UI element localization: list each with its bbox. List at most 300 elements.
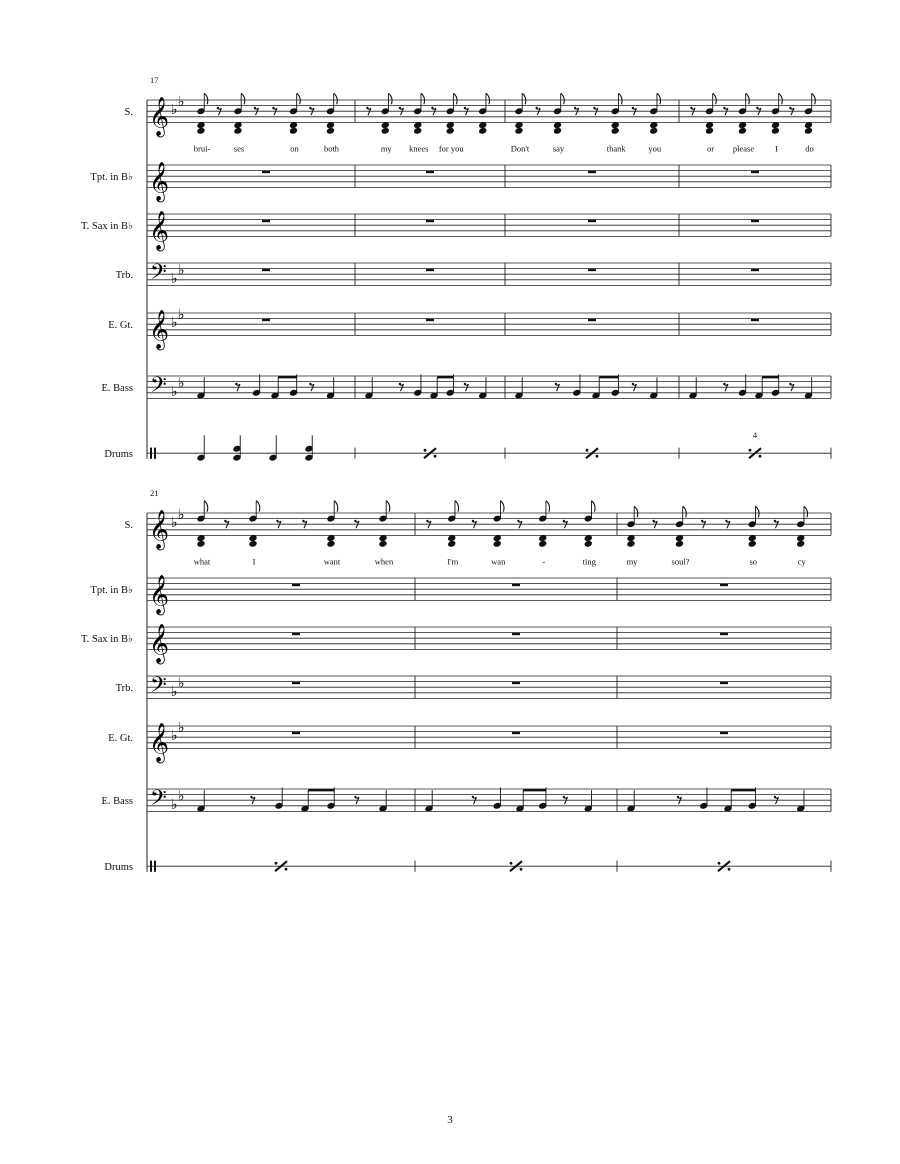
lyric-syllable: want	[323, 556, 341, 567]
note-head	[448, 540, 456, 547]
treble-clef: 𝄞	[149, 623, 170, 664]
instrument-label: T. Sax in B♭	[80, 634, 133, 646]
lyric-syllable: you	[648, 143, 662, 154]
note-head	[327, 540, 335, 547]
eighth-rest	[427, 521, 431, 528]
note-flag	[486, 93, 490, 104]
bass-clef: 𝄢	[150, 785, 167, 816]
instrument-label: E. Gt.	[108, 733, 133, 745]
whole-rest	[262, 269, 270, 272]
lyric-syllable: my	[380, 143, 392, 154]
lyric-syllable: I	[775, 143, 778, 154]
staff-ebass	[102, 786, 832, 816]
treble-clef: 𝄞	[149, 509, 170, 550]
note-flag	[546, 501, 550, 512]
note-head	[381, 122, 389, 129]
whole-rest	[512, 584, 520, 587]
eighth-rest	[757, 108, 761, 115]
note-head	[738, 127, 746, 134]
percussion-clef	[150, 861, 152, 872]
lyric-syllable: both	[323, 143, 340, 154]
flat-sign: ♭	[171, 270, 178, 287]
instrument-label: E. Bass	[101, 796, 133, 808]
whole-rest	[751, 269, 759, 272]
note-head	[327, 535, 335, 542]
note-head	[650, 122, 658, 129]
note-flag	[591, 501, 595, 512]
note-flag	[746, 93, 750, 104]
note-flag	[779, 93, 783, 104]
note-head	[515, 127, 523, 134]
instrument-label: Drums	[104, 449, 133, 461]
lyric-syllable: when	[374, 556, 394, 567]
whole-rest	[292, 633, 300, 636]
flat-sign: ♭	[171, 683, 178, 700]
eighth-rest	[218, 108, 222, 115]
eighth-rest	[367, 108, 371, 115]
whole-rest	[262, 319, 270, 322]
note-flag	[256, 501, 260, 512]
note-head	[197, 540, 205, 547]
note-flag	[334, 93, 338, 104]
note-head	[249, 540, 257, 547]
note-flag	[241, 93, 245, 104]
eighth-rest-dot	[789, 107, 791, 109]
lyric-syllable: for you	[438, 143, 464, 154]
measure-repeat-dot	[285, 868, 288, 871]
eighth-rest-dot	[272, 107, 274, 109]
note-flag	[421, 93, 425, 104]
note-head	[289, 122, 297, 129]
treble-clef: 𝄞	[149, 722, 170, 763]
eighth-rest-dot	[774, 796, 776, 798]
flat-sign: ♭	[178, 506, 185, 523]
eighth-rest-dot	[426, 520, 428, 522]
treble-clef: 𝄞	[149, 96, 170, 137]
note-flag	[804, 506, 808, 517]
eighth-rest	[775, 521, 779, 528]
measure-repeat-dot	[728, 868, 731, 871]
staff-lines	[147, 214, 831, 236]
lyric-syllable: soul?	[671, 556, 690, 567]
whole-rest	[588, 171, 596, 174]
eighth-rest	[633, 108, 637, 115]
note-head	[197, 127, 205, 134]
instrument-label: Drums	[104, 862, 133, 874]
eighth-rest	[575, 108, 579, 115]
measure-repeat-dot	[749, 449, 752, 452]
measure-repeat-dot	[520, 868, 523, 871]
measure-repeat-dot	[424, 449, 427, 452]
note-head	[804, 122, 812, 129]
note-flag	[657, 93, 661, 104]
eighth-rest	[691, 108, 695, 115]
note-head	[738, 122, 746, 129]
whole-rest	[720, 633, 728, 636]
staff-egt	[108, 307, 831, 351]
eighth-rest-dot	[464, 107, 466, 109]
instrument-label: E. Gt.	[108, 320, 133, 332]
eighth-rest	[724, 384, 728, 391]
system-1	[81, 75, 831, 461]
flat-sign: ♭	[178, 375, 185, 392]
lyric-syllable: say	[552, 143, 565, 154]
eighth-rest	[724, 108, 728, 115]
lyric-syllable: cy	[797, 556, 806, 567]
eighth-rest-dot	[517, 520, 519, 522]
staff-lines	[147, 578, 831, 600]
staff-tptinb	[90, 161, 831, 202]
whole-rest	[426, 269, 434, 272]
eighth-rest	[790, 108, 794, 115]
flat-sign: ♭	[171, 315, 178, 332]
eighth-rest-dot	[563, 796, 565, 798]
note-head	[414, 122, 422, 129]
whole-rest	[720, 682, 728, 685]
eighth-rest-dot	[774, 520, 776, 522]
eighth-rest	[594, 108, 598, 115]
note-head	[326, 127, 334, 134]
flat-sign: ♭	[171, 728, 178, 745]
eighth-rest	[303, 521, 307, 528]
note-flag	[388, 93, 392, 104]
measure-number: 21	[150, 488, 159, 498]
whole-rest	[292, 732, 300, 735]
eighth-rest-dot	[632, 383, 634, 385]
note-head	[197, 535, 205, 542]
note-head	[249, 535, 257, 542]
eighth-rest	[653, 521, 657, 528]
eighth-rest	[255, 108, 259, 115]
whole-rest	[751, 171, 759, 174]
note-head	[197, 122, 205, 129]
whole-rest	[751, 319, 759, 322]
lyric-syllable: thank	[606, 143, 626, 154]
note-flag	[453, 93, 457, 104]
lyric-syllable: do	[805, 143, 814, 154]
eighth-rest	[465, 384, 469, 391]
measure-repeat-dot	[718, 862, 721, 865]
staff-s	[125, 501, 831, 567]
note-flag	[500, 501, 504, 512]
staff-tsaxinb	[81, 623, 831, 664]
staff-lines	[147, 313, 831, 335]
eighth-rest-dot	[756, 107, 758, 109]
note-head	[326, 122, 334, 129]
instrument-label: S.	[124, 520, 133, 532]
measure-repeat-dot	[434, 455, 437, 458]
staff-lines	[147, 726, 831, 748]
note-flag	[561, 93, 565, 104]
eighth-rest	[790, 384, 794, 391]
lyric-syllable: or	[706, 143, 715, 154]
lyric-syllable: I'm	[447, 556, 459, 567]
eighth-rest	[465, 108, 469, 115]
eighth-rest-dot	[563, 520, 565, 522]
lyric-syllable: ting	[582, 556, 596, 567]
staff-s	[125, 93, 831, 153]
flat-sign: ♭	[178, 306, 185, 323]
instrument-label: Tpt. in B♭	[90, 172, 133, 184]
eighth-rest-dot	[652, 520, 654, 522]
eighth-rest	[726, 521, 730, 528]
staff-lines	[147, 627, 831, 649]
whole-rest	[588, 220, 596, 223]
eighth-rest-dot	[276, 520, 278, 522]
staff-lines	[147, 676, 831, 698]
note-head	[479, 122, 487, 129]
note-flag	[455, 501, 459, 512]
instrument-label: S.	[124, 107, 133, 119]
treble-clef: 𝄞	[149, 161, 170, 202]
eighth-rest	[236, 384, 240, 391]
eighth-rest-dot	[632, 107, 634, 109]
note-head	[414, 127, 422, 134]
note-head	[234, 127, 242, 134]
eighth-rest	[775, 797, 779, 804]
lyric-syllable: -	[542, 556, 546, 567]
note-head	[675, 540, 683, 547]
whole-rest	[292, 584, 300, 587]
note-head	[493, 535, 501, 542]
eighth-rest	[310, 108, 314, 115]
whole-rest	[720, 732, 728, 735]
eighth-rest-dot	[309, 107, 311, 109]
repeat-count: 4	[752, 430, 758, 440]
staff-tsaxinb	[81, 210, 831, 251]
eighth-rest-dot	[701, 520, 703, 522]
note-flag	[634, 506, 638, 517]
lyric-syllable: wan	[491, 556, 506, 567]
flat-sign: ♭	[178, 719, 185, 736]
staff-ebass	[102, 373, 832, 403]
eighth-rest-dot	[354, 796, 356, 798]
instrument-label: E. Bass	[101, 383, 133, 395]
lyric-syllable: knees	[409, 143, 429, 154]
whole-rest	[588, 269, 596, 272]
instrument-label: T. Sax in B♭	[80, 221, 133, 233]
whole-rest	[588, 319, 596, 322]
flat-sign: ♭	[171, 515, 178, 532]
whole-rest	[512, 732, 520, 735]
eighth-rest	[310, 384, 314, 391]
eighth-rest-dot	[472, 520, 474, 522]
whole-rest	[262, 171, 270, 174]
note-head	[515, 122, 523, 129]
note-head	[627, 540, 635, 547]
note-head	[539, 540, 547, 547]
system-2	[81, 488, 831, 873]
measure-repeat-dot	[586, 449, 589, 452]
eighth-rest-dot	[677, 796, 679, 798]
note-head	[650, 127, 658, 134]
note-head	[234, 122, 242, 129]
eighth-rest	[400, 384, 404, 391]
flat-sign: ♭	[178, 93, 185, 110]
eighth-rest	[355, 521, 359, 528]
eighth-rest	[473, 797, 477, 804]
eighth-rest	[400, 108, 404, 115]
eighth-rest-dot	[535, 107, 537, 109]
eighth-rest-dot	[789, 383, 791, 385]
note-head	[797, 535, 805, 542]
lyric-syllable: I	[252, 556, 256, 567]
percussion-clef	[154, 861, 156, 872]
staff-lines	[147, 165, 831, 187]
lyric-syllable: brui-	[193, 143, 211, 154]
eighth-rest-dot	[399, 383, 401, 385]
eighth-rest-dot	[224, 520, 226, 522]
whole-rest	[426, 319, 434, 322]
note-head	[553, 127, 561, 134]
page-number: 3	[447, 1114, 453, 1126]
note-head	[539, 535, 547, 542]
staff-drums	[104, 861, 831, 874]
eighth-rest-dot	[725, 520, 727, 522]
flat-sign: ♭	[178, 262, 185, 279]
eighth-rest	[556, 384, 560, 391]
eighth-rest-dot	[309, 383, 311, 385]
staff-egt	[108, 720, 831, 764]
flat-sign: ♭	[171, 383, 178, 400]
lyric-syllable: on	[290, 143, 299, 154]
eighth-rest-dot	[217, 107, 219, 109]
note-head	[748, 535, 756, 542]
note-head	[379, 535, 387, 542]
note-head	[446, 127, 454, 134]
lyric-syllable: so	[749, 556, 758, 567]
staff-lines	[147, 263, 831, 285]
eighth-rest-dot	[250, 796, 252, 798]
note-head	[381, 127, 389, 134]
eighth-rest-dot	[472, 796, 474, 798]
note-head	[553, 122, 561, 129]
lyric-syllable: my	[626, 556, 638, 567]
eighth-rest-dot	[302, 520, 304, 522]
eighth-rest	[355, 797, 359, 804]
eighth-rest-dot	[254, 107, 256, 109]
measure-repeat-dot	[510, 862, 513, 865]
note-head	[804, 127, 812, 134]
note-head	[448, 535, 456, 542]
whole-rest	[751, 220, 759, 223]
staff-trb	[116, 673, 831, 703]
note-head	[493, 540, 501, 547]
note-head	[675, 535, 683, 542]
eighth-rest	[678, 797, 682, 804]
note-head	[289, 127, 297, 134]
flat-sign: ♭	[171, 796, 178, 813]
eighth-rest-dot	[431, 107, 433, 109]
bass-clef: 𝄢	[150, 372, 167, 403]
note-head	[611, 122, 619, 129]
note-head	[379, 540, 387, 547]
eighth-rest	[564, 797, 568, 804]
instrument-label: Trb.	[115, 270, 133, 282]
eighth-rest	[564, 521, 568, 528]
staff-lines	[147, 376, 831, 398]
note-head	[479, 127, 487, 134]
measure-repeat-dot	[759, 455, 762, 458]
lyric-syllable: please	[732, 143, 755, 154]
note-flag	[297, 93, 301, 104]
note-flag	[204, 93, 208, 104]
eighth-rest	[273, 108, 277, 115]
treble-clef: 𝄞	[149, 574, 170, 615]
eighth-rest-dot	[399, 107, 401, 109]
measure-repeat-dot	[275, 862, 278, 865]
eighth-rest	[473, 521, 477, 528]
eighth-rest-dot	[366, 107, 368, 109]
eighth-rest-dot	[574, 107, 576, 109]
instrument-label: Tpt. in B♭	[90, 585, 133, 597]
eighth-rest-dot	[235, 383, 237, 385]
whole-rest	[426, 171, 434, 174]
lyric-syllable: Don't	[510, 143, 530, 154]
treble-clef: 𝄞	[149, 210, 170, 251]
note-head	[705, 122, 713, 129]
eighth-rest-dot	[464, 383, 466, 385]
eighth-rest	[251, 797, 255, 804]
note-head	[446, 122, 454, 129]
note-head	[771, 127, 779, 134]
staff-drums	[104, 430, 831, 461]
whole-rest	[720, 584, 728, 587]
note-flag	[522, 93, 526, 104]
eighth-rest	[277, 521, 281, 528]
note-flag	[812, 93, 816, 104]
staff-trb	[116, 260, 831, 290]
note-flag	[713, 93, 717, 104]
whole-rest	[512, 682, 520, 685]
percussion-clef	[154, 448, 156, 459]
bass-clef: 𝄢	[150, 259, 167, 290]
eighth-rest-dot	[593, 107, 595, 109]
note-head	[584, 535, 592, 542]
flat-sign: ♭	[178, 675, 185, 692]
eighth-rest	[702, 521, 706, 528]
note-flag	[386, 501, 390, 512]
eighth-rest	[225, 521, 229, 528]
bass-clef: 𝄢	[150, 672, 167, 703]
whole-rest	[262, 220, 270, 223]
flat-sign: ♭	[178, 788, 185, 805]
note-flag	[755, 506, 759, 517]
measure-repeat-dot	[596, 455, 599, 458]
note-head	[627, 535, 635, 542]
note-head	[705, 127, 713, 134]
note-flag	[204, 501, 208, 512]
staff-tptinb	[90, 574, 831, 615]
eighth-rest	[633, 384, 637, 391]
eighth-rest-dot	[690, 107, 692, 109]
note-head	[611, 127, 619, 134]
lyric-syllable: what	[193, 556, 211, 567]
eighth-rest-dot	[354, 520, 356, 522]
note-flag	[334, 501, 338, 512]
eighth-rest-dot	[723, 107, 725, 109]
treble-clef: 𝄞	[149, 309, 170, 350]
eighth-rest	[536, 108, 540, 115]
whole-rest	[426, 220, 434, 223]
note-head	[771, 122, 779, 129]
lyric-syllable: ses	[233, 143, 245, 154]
eighth-rest	[518, 521, 522, 528]
note-head	[584, 540, 592, 547]
eighth-rest	[432, 108, 436, 115]
note-head	[797, 540, 805, 547]
instrument-label: Trb.	[115, 683, 133, 695]
